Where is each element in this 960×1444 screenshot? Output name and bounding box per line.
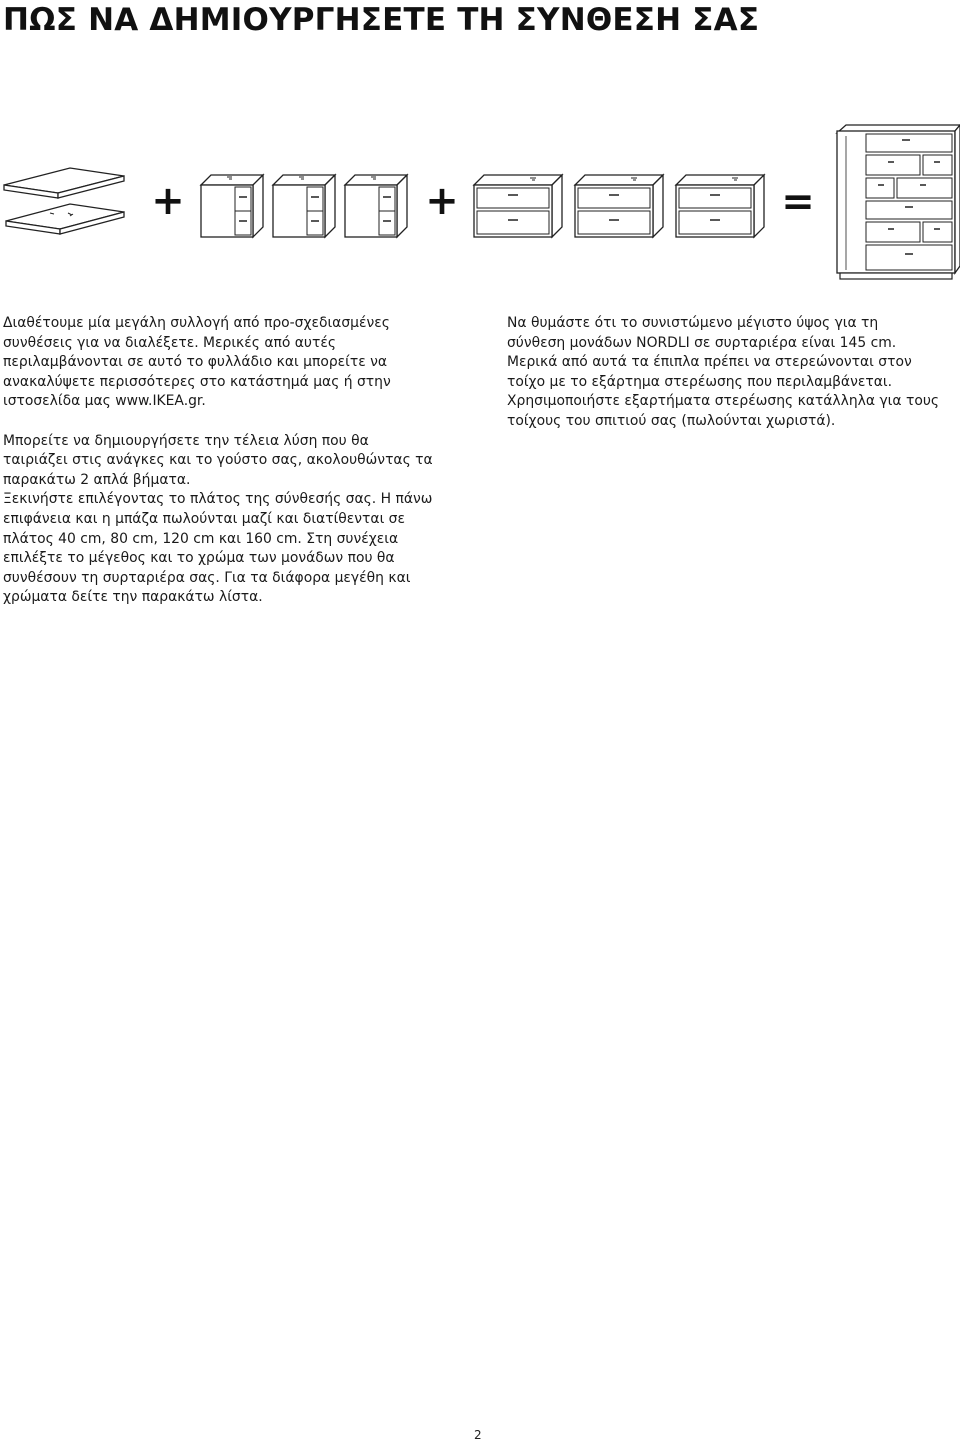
text-line: ανακαλύψετε περισσότερες στο κατάστημά μας ή στην: [3, 373, 391, 390]
text-line: Ξεκινήστε επιλέγοντας το πλάτος της σύνθεσής σας. Η πάνω: [3, 491, 433, 508]
text-line: συνθέσεις για να διαλέξετε. Μερικές από αυτές: [3, 334, 336, 351]
plinth-icon: [6, 204, 124, 234]
text-line: Να θυμάστε ότι το συνιστώμενο μέγιστο ύψος για τη: [507, 315, 879, 331]
plus-sign: +: [425, 178, 459, 224]
plus-sign: +: [151, 178, 185, 224]
text-line: τοίχους του σπιτιού σας (πωλούνται χωριστά).: [507, 412, 836, 429]
text-line: σύνθεση μονάδων NORDLI σε συρταριέρα είναι 145 cm.: [507, 334, 897, 351]
furniture-composition-illustration: [0, 118, 960, 288]
intro-text-column: [3, 314, 473, 608]
text-line: Χρησιμοποιήστε εξαρτήματα στερέωσης κατάλληλα για τους: [507, 393, 940, 410]
page-number: 2: [474, 1428, 482, 1442]
text-line: χρώματα δείτε την παρακάτω λίστα.: [3, 589, 263, 606]
text-line: Διαθέτουμε μία μεγάλη συλλογή από προ-σχεδιασμένες: [3, 315, 390, 331]
wide-drawer-unit-icon: [474, 175, 764, 237]
safety-note-column: [507, 314, 960, 432]
text-line: Μερικά από αυτά τα έπιπλα πρέπει να στερεώνονται στον: [507, 354, 912, 371]
paragraph-gap: [3, 412, 473, 432]
text-line: επιλέξτε το μέγεθος και το χρώμα των μονάδων που θα: [3, 550, 395, 567]
top-plate-icon: [4, 168, 124, 198]
text-line: συνθέσουν τη συρταριέρα σας. Για τα διάφορα μεγέθη και: [3, 569, 411, 586]
text-line: τοίχο με το εξάρτημα στερέωσης που περιλαμβάνεται.: [507, 373, 892, 390]
assembled-chest-of-drawers-icon: [837, 125, 960, 279]
text-line: περιλαμβάνονται σε αυτό το φυλλάδιο και μπορείτε να: [3, 354, 388, 371]
narrow-drawer-unit-icon: [201, 175, 407, 237]
page-title: ΠΩΣ ΝΑ ΔΗΜΙΟΥΡΓΗΣΕΤΕ ΤΗ ΣΥΝΘΕΣΗ ΣΑΣ: [3, 2, 760, 38]
text-line: ιστοσελίδα μας www.IKEA.gr.: [3, 393, 206, 410]
text-line: παρακάτω 2 απλά βήματα.: [3, 471, 191, 488]
text-line: ταιριάζει στις ανάγκες και το γούστο σας, ακολουθώντας τα: [3, 452, 433, 469]
text-line: πλάτος 40 cm, 80 cm, 120 cm και 160 cm. Στη συνέχεια: [3, 530, 399, 547]
equals-sign: =: [781, 179, 815, 225]
text-line: Μπορείτε να δημιουργήσετε την τέλεια λύση που θα: [3, 432, 369, 449]
text-line: επιφάνεια και η μπάζα πωλούνται μαζί και διατίθενται σε: [3, 510, 405, 527]
